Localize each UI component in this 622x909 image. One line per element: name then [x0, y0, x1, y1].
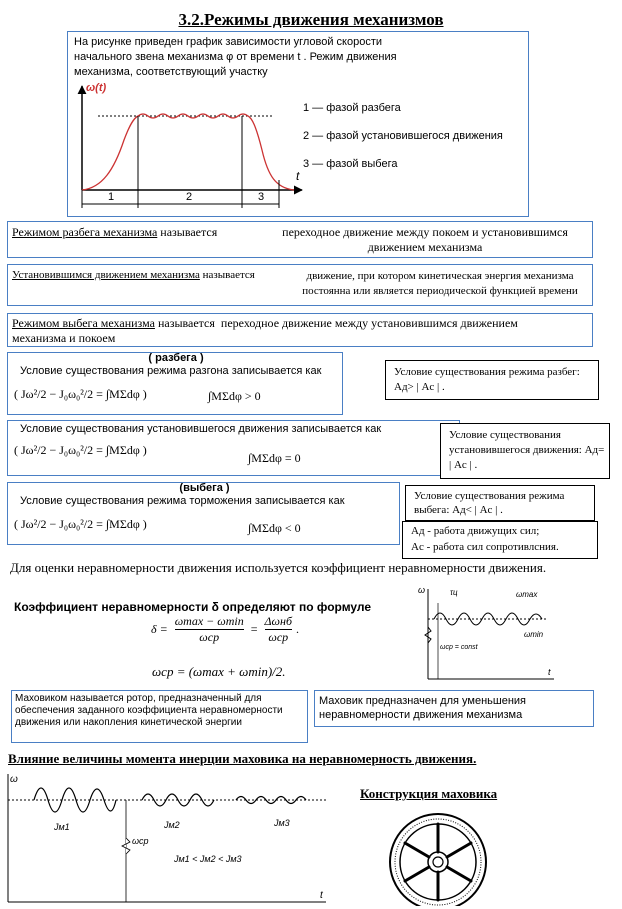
- speed-time-graph: [74, 80, 310, 216]
- cond-vybeg-heading: Условие существования режима торможения записывается как: [20, 495, 345, 507]
- def-ust-desc: движение, при котором кинетическая энергия механизма постоянна или является периодической функцией времени: [302, 270, 578, 297]
- flywheel-def-box: [11, 690, 308, 743]
- flywheel-drawing: [386, 812, 490, 906]
- page-title: 3.2.Режимы движения механизмов: [178, 10, 444, 29]
- segment-label-1: 1: [108, 191, 115, 203]
- def-ust-verb: называется: [199, 269, 255, 281]
- def-ust-box: [7, 264, 593, 306]
- def-vybeg-desc: переходное движение между установившимся движением механизма и покоем: [12, 316, 518, 345]
- influence-relation-label: Jм1 < Jм2 < Jм3: [174, 854, 242, 864]
- flywheel-purpose-text: Маховик предназначен для уменьшения неравномерности движения механизма: [319, 695, 526, 721]
- cond-ust-note-text: Условие существования установившегося движения: Aд= | Ac | .: [449, 429, 605, 471]
- legend-item-3: 3 — фазой выбега: [303, 158, 398, 170]
- flywheel-def-text: Маховиком называется ротор, предназначенный для обеспечения заданного коэффициента неравномерности движения или накопления кинетической энергии: [15, 693, 283, 728]
- speed-curve: [82, 114, 294, 190]
- uneven-formula-2: ωср = (ωmax + ωmin)/2.: [152, 664, 286, 679]
- formula1-b-num: Δωнб: [264, 614, 293, 628]
- def-vybeg-box: [7, 313, 593, 347]
- def-vybeg-line: [12, 316, 572, 346]
- def-razbeg-verb: называется: [157, 225, 218, 239]
- work-note-line1: Aд - работа движущих сил;: [411, 525, 540, 537]
- cond-vybeg-note: [405, 485, 595, 521]
- formula1-lhs: δ =: [151, 622, 168, 636]
- cond-razbeg-box: [7, 352, 343, 415]
- fluct-tau-label: τц: [450, 588, 458, 597]
- cond-vybeg-formula-left: ( Jω²/2 − J₀ω₀²/2 = ∫MΣdφ ): [14, 517, 147, 531]
- cond-ust-formula-right: ∫MΣdφ = 0: [248, 451, 301, 465]
- influence-j1-label: Jм1: [54, 822, 70, 832]
- cond-vybeg-box: [7, 482, 400, 545]
- work-note-line2: Ac - работа сил сопротивлсния.: [411, 541, 559, 553]
- cond-razbeg-formula-right: ∫MΣdφ > 0: [208, 389, 261, 403]
- work-note: [402, 521, 598, 559]
- cond-vybeg-tag: (выбега ): [179, 482, 230, 494]
- segment-label-3: 3: [258, 191, 265, 203]
- fluct-x-label: t: [548, 667, 551, 677]
- influence-wcp-label: ωср: [132, 836, 149, 846]
- def-vybeg-verb: называется: [154, 316, 215, 330]
- def-razbeg-term: Режимом разбега механизма: [12, 225, 158, 239]
- intro-box: [67, 31, 529, 217]
- cond-razbeg-heading: Условие существования режима разгона записывается как: [20, 365, 322, 377]
- cond-ust-heading: Условие существования установившегося движения записывается как: [20, 423, 382, 435]
- def-razbeg-box: [7, 221, 593, 258]
- construction-heading: Конструкция маховика: [360, 786, 498, 801]
- legend-item-2: 2 — фазой установившегося движения: [303, 130, 503, 142]
- uneven-text: Для оценки неравномерности движения используется коэффициент неравномерности движения.: [10, 560, 547, 575]
- flywheel-purpose-box: [314, 690, 594, 727]
- segment-label-2: 2: [186, 191, 193, 203]
- uneven-formula-1: δ = ωmax − ωmin ωср = Δωнб ωср .: [151, 614, 300, 644]
- inertia-influence-graph: [4, 770, 332, 906]
- cond-razbeg-tag: ( разбега ): [148, 352, 204, 364]
- intro-text: На рисунке приведен график зависимости угловой скорости начального звена механизма φ от времени t . Режим движения механизма, соответствующий участку: [74, 36, 397, 78]
- cond-ust-box: [7, 420, 460, 476]
- def-ust-term: Установившимся движением механизма: [12, 269, 200, 281]
- uneven-formula-heading: Коэффициент неравномерности δ определяют по формуле: [14, 600, 372, 614]
- y-axis-label: ω(t): [86, 82, 107, 94]
- x-axis-label: t: [296, 169, 300, 183]
- cond-razbeg-formula-left: ( Jω²/2 − J₀ω₀²/2 = ∫MΣdφ ): [14, 387, 147, 401]
- formula1-b-den: ωср: [268, 630, 289, 644]
- cond-vybeg-formula-right: ∫MΣdφ < 0: [248, 521, 301, 535]
- influence-y-label: ω: [10, 774, 18, 785]
- influence-x-label: t: [320, 890, 323, 901]
- cond-vybeg-note-text: Условие существования режима выбега: Aд< | Ac | .: [414, 490, 565, 516]
- formula1-a-den: ωср: [199, 630, 220, 644]
- legend-item-1: 1 — фазой разбега: [303, 102, 401, 114]
- influence-j2-label: Jм2: [164, 820, 180, 830]
- fluct-y-label: ω: [418, 585, 426, 595]
- fluct-wmin-label: ωmin: [524, 630, 544, 639]
- speed-fluctuation-graph: [406, 583, 558, 685]
- influence-heading: Влияние величины момента инерции маховика на неравномерность движения.: [8, 751, 477, 766]
- fluct-wcp-label: ωср = const: [440, 644, 478, 651]
- cond-ust-formula-left: ( Jω²/2 − J₀ω₀²/2 = ∫MΣdφ ): [14, 443, 147, 457]
- phase-legend: [303, 94, 503, 178]
- cond-razbeg-note: [385, 360, 599, 400]
- formula1-a-num: ωmax − ωmin: [174, 614, 244, 628]
- fluct-wmax-label: ωmax: [516, 590, 538, 599]
- cond-ust-note: [440, 423, 610, 479]
- def-razbeg-desc: переходное движение между покоем и установившимся движением механизма: [282, 225, 568, 254]
- def-vybeg-term: Режимом выбега механизма: [12, 316, 155, 330]
- influence-j3-label: Jм3: [274, 818, 290, 828]
- cond-razbeg-note-text: Условие существования режима разбег: Aд> | Ac | .: [394, 366, 580, 393]
